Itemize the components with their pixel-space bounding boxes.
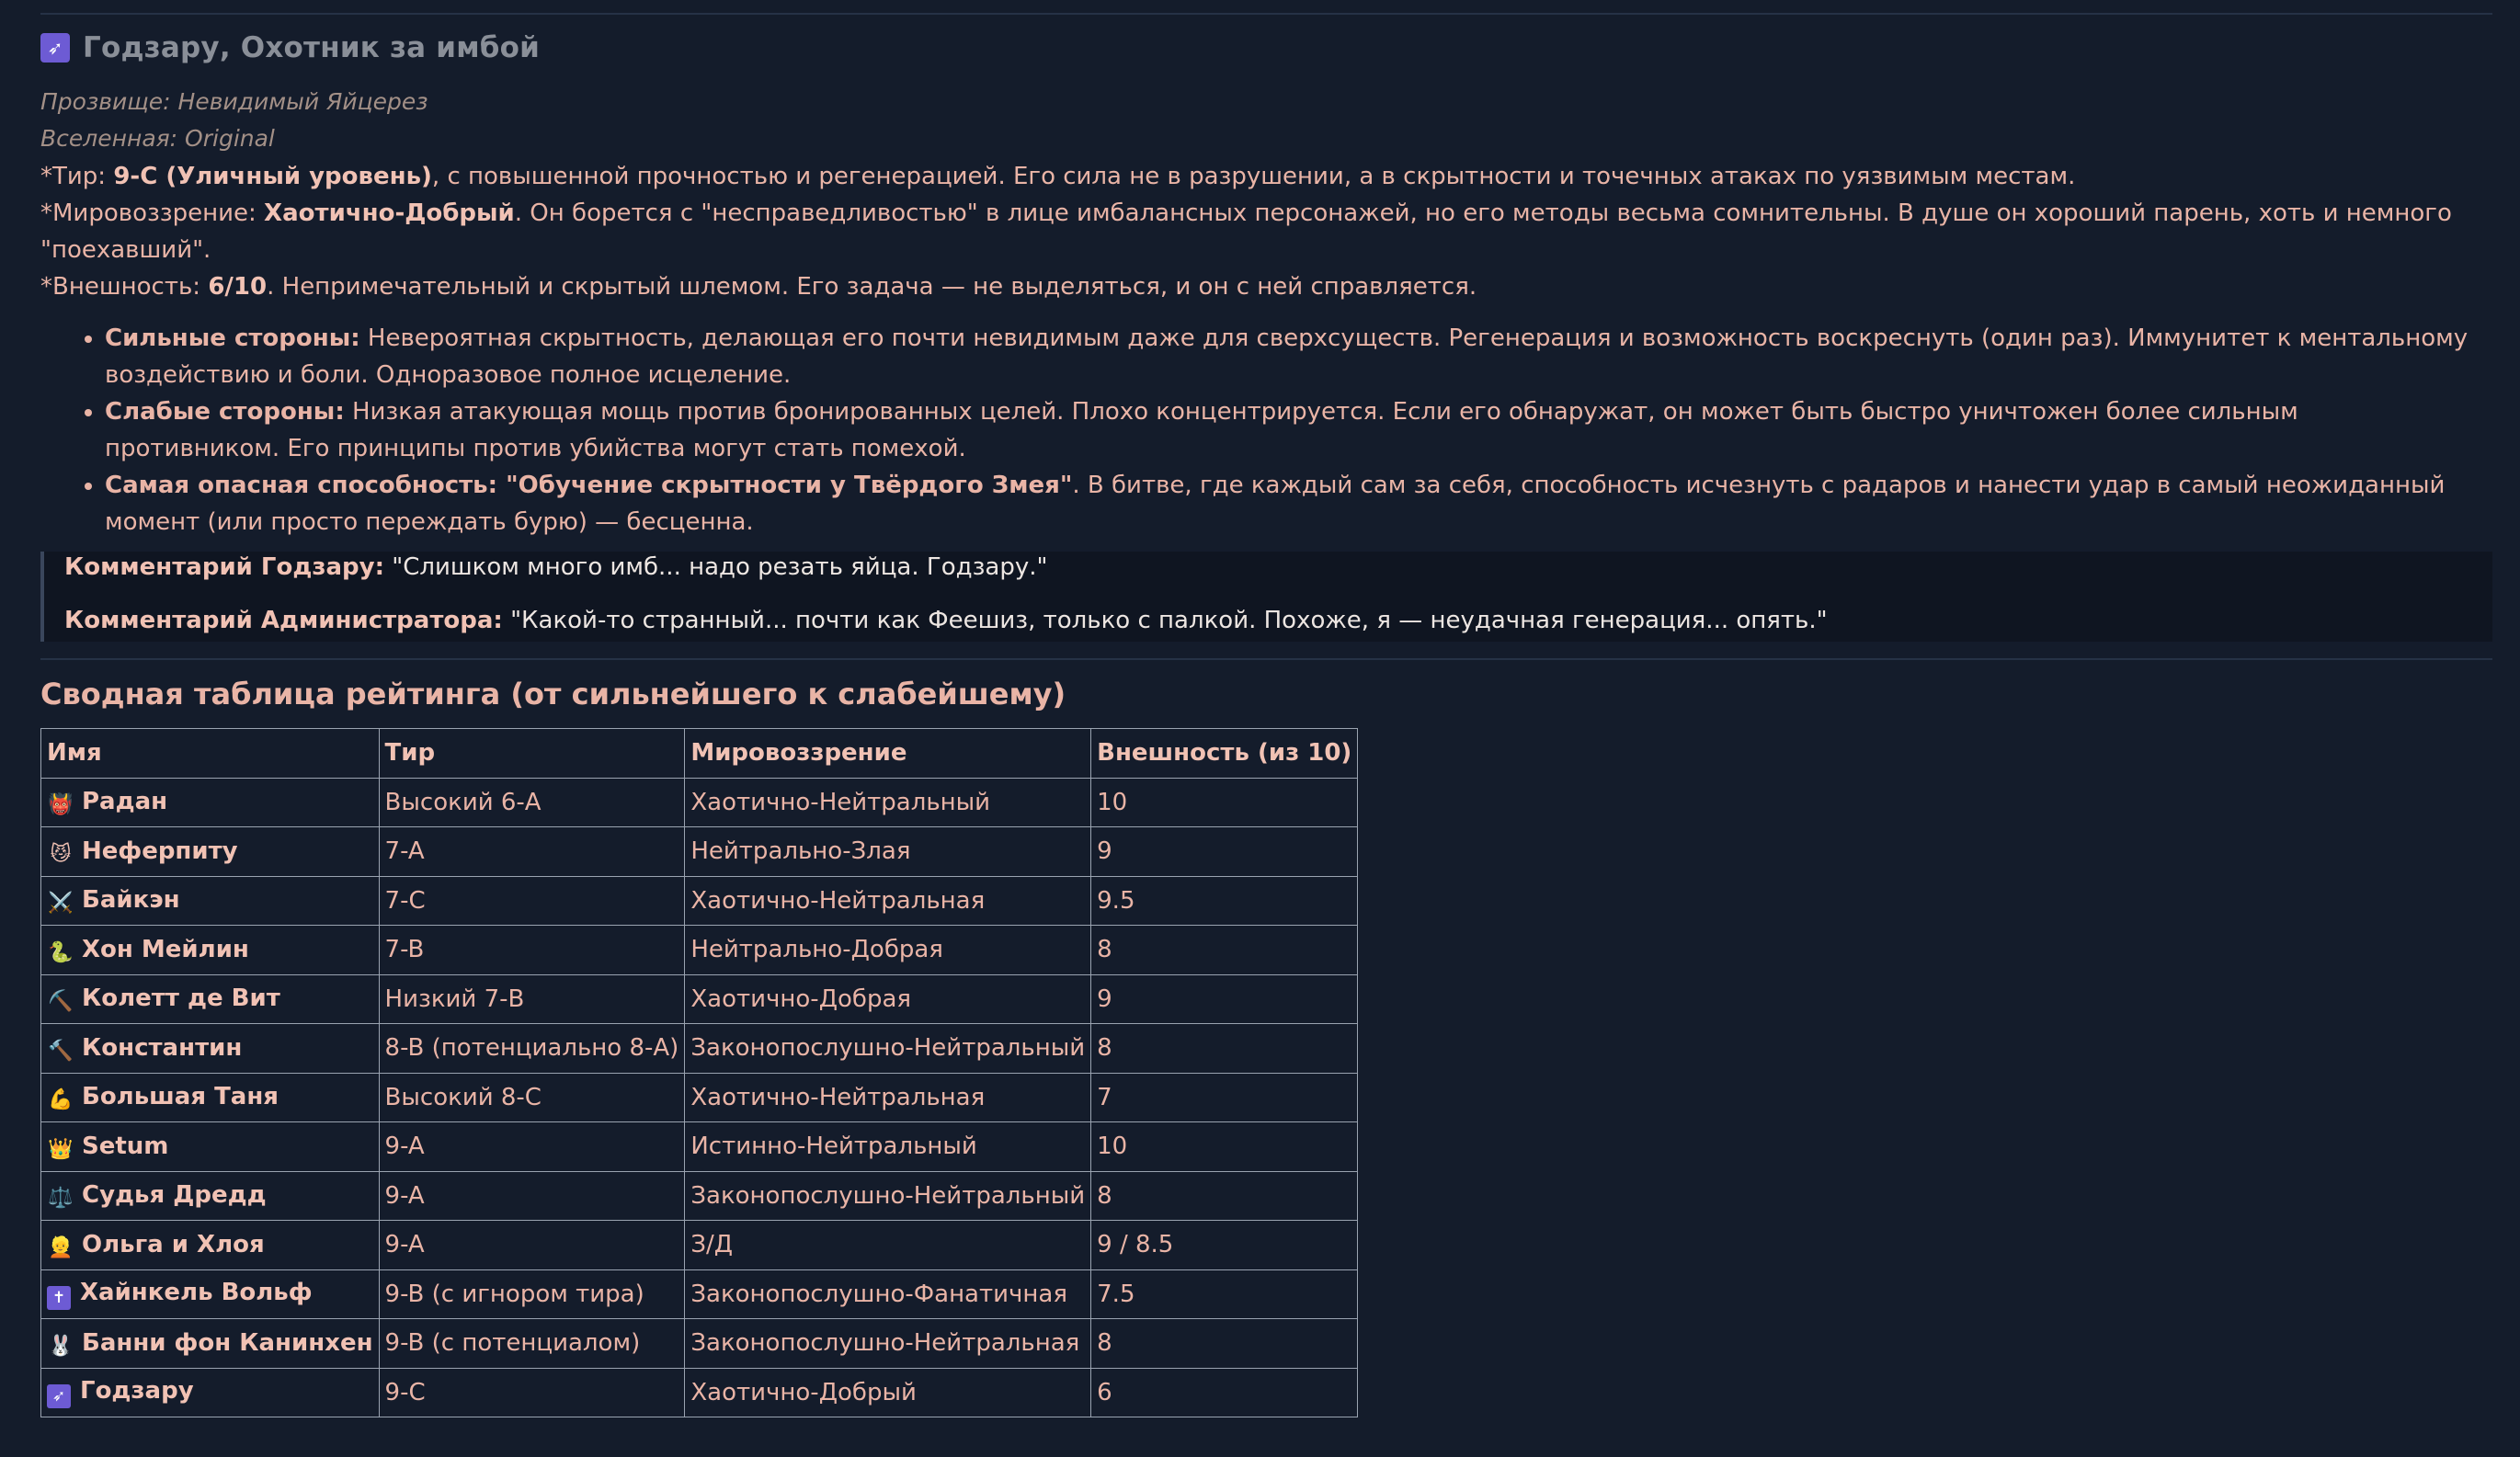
- cell-alignment: З/Д: [685, 1221, 1091, 1270]
- column-header-looks: Внешность (из 10): [1091, 729, 1358, 779]
- cell-alignment: Хаотично-Добрая: [685, 974, 1091, 1024]
- cell-tier: 9-A: [379, 1171, 685, 1221]
- list-item: • Сильные стороны: Невероятная скрытность, делающая его почти невидимым даже для сверхсуществ. Регенерация и возможность воскреснуть (один раз). Иммунитет к ментальному воздействию и боли. Одноразовое полное исцеление.: [105, 320, 2480, 393]
- table-row: [41, 778, 1358, 827]
- cell-name: [41, 1171, 380, 1221]
- list-item: • Слабые стороны: Низкая атакующая мощь против бронированных целей. Плохо концентрируется. Если его обнаружат, он может быть быстро уничтожен более сильным противником. Его принципы против убийства могут стать помехой.: [105, 393, 2480, 467]
- comment-admin: Комментарий Администратора: "Какой-то странный... почти как Феешиз, только с палкой. Похоже, я — неудачная генерация... опять.": [64, 607, 1828, 634]
- cell-alignment: Законопослушно-Нейтральный: [685, 1024, 1091, 1074]
- table-header-row: [41, 729, 1358, 779]
- cell-name: [41, 926, 380, 975]
- table-row: [41, 1122, 1358, 1172]
- cell-looks: 9: [1091, 974, 1358, 1024]
- table-row: [41, 876, 1358, 926]
- cell-name: [41, 827, 380, 877]
- character-name: Неферпиту: [82, 837, 238, 865]
- cell-looks: 7: [1091, 1073, 1358, 1122]
- cell-looks: 8: [1091, 1319, 1358, 1369]
- appearance-line: *Внешность: 6/10. Непримечательный и скрытый шлемом. Его задача — не выделяться, и он с ней справляется.: [40, 273, 1477, 301]
- alignment-line: *Мировоззрение: Хаотично-Добрый. Он борется с "несправедливостью" в лице имбалансных персонажей, но его методы весьма сомнительны. В душе он хороший парень, хоть и немного "поехавший".: [40, 199, 2452, 264]
- section-divider: [40, 658, 2492, 660]
- comments-blockquote: [40, 552, 2492, 642]
- cell-tier: Высокий 6-A: [379, 778, 685, 827]
- cell-looks: 8: [1091, 1171, 1358, 1221]
- column-header-name: Имя: [41, 729, 380, 779]
- character-emoji-icon: 👱: [48, 1235, 74, 1259]
- character-name: Хон Мейлин: [82, 935, 249, 963]
- character-emoji-icon: 👑: [48, 1137, 74, 1161]
- cell-alignment: Законопослушно-Нейтральная: [685, 1319, 1091, 1369]
- cell-tier: 7-C: [379, 876, 685, 926]
- cell-alignment: Хаотично-Нейтральная: [685, 876, 1091, 926]
- cell-alignment: Законопослушно-Фанатичная: [685, 1269, 1091, 1319]
- cell-looks: 7.5: [1091, 1269, 1358, 1319]
- bow-arrow-icon: ➶: [40, 33, 70, 63]
- comment-character: Комментарий Годзару: "Слишком много имб... надо резать яйца. Годзару.": [64, 553, 1048, 581]
- cell-alignment: Хаотично-Добрый: [685, 1368, 1091, 1417]
- top-divider: [40, 13, 2492, 15]
- table-row: [41, 974, 1358, 1024]
- tier-value: 9-C (Уличный уровень): [113, 163, 432, 190]
- cell-tier: 9-C: [379, 1368, 685, 1417]
- cell-alignment: Нейтрально-Добрая: [685, 926, 1091, 975]
- cell-alignment: Хаотично-Нейтральная: [685, 1073, 1091, 1122]
- column-header-alignment: Мировоззрение: [685, 729, 1091, 779]
- character-emoji-icon: 👹: [48, 793, 74, 817]
- character-name: Константин: [82, 1033, 243, 1062]
- table-row: [41, 1221, 1358, 1270]
- character-name: Большая Таня: [82, 1083, 279, 1111]
- cell-alignment: Хаотично-Нейтральный: [685, 778, 1091, 827]
- character-nickname: Прозвище: Невидимый Яйцерез: [40, 88, 428, 115]
- table-row: [41, 1073, 1358, 1122]
- cell-name: [41, 1269, 380, 1319]
- table-row: [41, 1269, 1358, 1319]
- cell-alignment: Законопослушно-Нейтральный: [685, 1171, 1091, 1221]
- table-row: [41, 1368, 1358, 1417]
- character-emoji-icon: ⚔️: [48, 892, 74, 916]
- cell-looks: 10: [1091, 1122, 1358, 1172]
- character-name: Банни фон Канинхен: [82, 1328, 373, 1357]
- cell-name: [41, 876, 380, 926]
- cell-tier: 7-B: [379, 926, 685, 975]
- character-emoji-icon: ⚖️: [48, 1187, 74, 1211]
- cell-name: [41, 1024, 380, 1074]
- table-row: [41, 1171, 1358, 1221]
- cell-looks: 8: [1091, 926, 1358, 975]
- character-emoji-icon: ⛏️: [48, 990, 74, 1014]
- cell-looks: 8: [1091, 1024, 1358, 1074]
- character-name: Setum: [82, 1132, 169, 1160]
- cell-name: [41, 1319, 380, 1369]
- cell-name: [41, 1368, 380, 1417]
- character-emoji-icon: 😼: [50, 842, 72, 866]
- cell-tier: Высокий 8-C: [379, 1073, 685, 1122]
- character-emoji-icon: 🔨: [48, 1039, 74, 1063]
- character-emoji-icon: 🐰: [48, 1334, 74, 1358]
- cell-tier: 9-B (с потенциалом): [379, 1319, 685, 1369]
- character-title: Годзару, Охотник за имбой: [83, 31, 541, 64]
- cell-tier: 7-A: [379, 827, 685, 877]
- cell-looks: 10: [1091, 778, 1358, 827]
- character-emoji-icon: ➶: [47, 1384, 71, 1408]
- cell-tier: 8-B (потенциально 8-A): [379, 1024, 685, 1074]
- character-name: Байкэн: [82, 886, 180, 915]
- table-row: [41, 1319, 1358, 1369]
- character-name: Колетт де Вит: [82, 985, 280, 1013]
- cell-alignment: Нейтрально-Злая: [685, 827, 1091, 877]
- cell-looks: 6: [1091, 1368, 1358, 1417]
- character-name: Ольга и Хлоя: [82, 1230, 265, 1258]
- table-title: Сводная таблица рейтинга (от сильнейшего к слабейшему): [40, 677, 1066, 711]
- column-header-tier: Тир: [379, 729, 685, 779]
- list-item: • Самая опасная способность: "Обучение скрытности у Твёрдого Змея". В битве, где каждый сам за себя, способность исчезнуть с радаров и нанести удар в самый неожиданный момент (или просто переждать бурю) — бесценна.: [105, 467, 2480, 541]
- cell-tier: Низкий 7-B: [379, 974, 685, 1024]
- cell-name: [41, 974, 380, 1024]
- cell-tier: 9-A: [379, 1221, 685, 1270]
- cell-looks: 9: [1091, 827, 1358, 877]
- cell-tier: 9-B (с игнором тира): [379, 1269, 685, 1319]
- character-emoji-icon: 💪: [48, 1088, 74, 1112]
- character-name: Радан: [82, 788, 168, 816]
- cell-name: [41, 778, 380, 827]
- table-row: [41, 827, 1358, 877]
- cell-alignment: Истинно-Нейтральный: [685, 1122, 1091, 1172]
- character-emoji-icon: 🐍: [48, 940, 74, 964]
- character-name: Годзару: [80, 1376, 194, 1405]
- traits-list: [40, 320, 2480, 541]
- character-universe: Вселенная: Original: [40, 125, 275, 152]
- table-row: [41, 1024, 1358, 1074]
- character-header: [40, 31, 540, 64]
- character-name: Судья Дредд: [82, 1181, 267, 1210]
- table-row: [41, 926, 1358, 975]
- cell-name: [41, 1221, 380, 1270]
- tier-line: *Тир: 9-C (Уличный уровень), с повышенной прочностью и регенерацией. Его сила не в разрушении, а в скрытности и точечных атаках по уязвимым местам.: [40, 163, 2076, 190]
- cell-looks: 9 / 8.5: [1091, 1221, 1358, 1270]
- scrollbar-corner[interactable]: [2500, 1402, 2520, 1457]
- character-name: Хайнкель Вольф: [80, 1278, 313, 1306]
- cell-name: [41, 1122, 380, 1172]
- cell-looks: 9.5: [1091, 876, 1358, 926]
- character-emoji-icon: ✝: [47, 1286, 71, 1310]
- appearance-value: 6/10: [208, 273, 268, 301]
- rating-table: [40, 728, 1358, 1417]
- alignment-value: Хаотично-Добрый: [264, 199, 515, 227]
- cell-tier: 9-A: [379, 1122, 685, 1172]
- cell-name: [41, 1073, 380, 1122]
